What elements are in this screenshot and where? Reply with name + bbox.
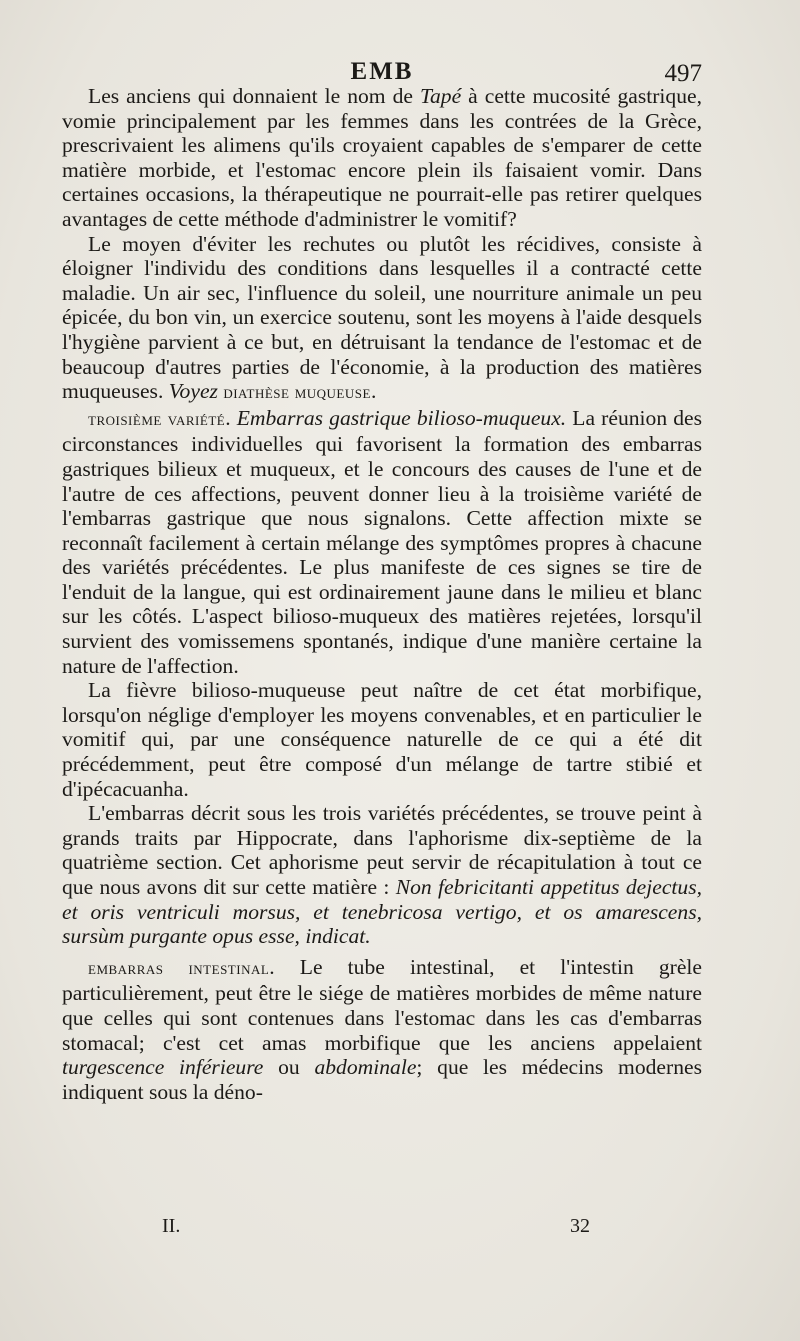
term-italic: turgescence inférieure: [62, 1055, 264, 1080]
text-run: La réunion des circonstances individuelles qui favorisent la formation des embarras gastriques bilieux et muqueux, et le concours des causes de l'une et de l'autre de ces affections, peuvent donner lieu à la troisième variété de l'embarras gastrique que nous signalons. Cette affection mixte se reconnaît facilement à certain mélange des symptômes propres à chacune des variétés précédentes. Le plus manifeste de ces signes se tire de l'enduit de la langue, qui est ordinairement jaune dans le milieu et blanc sur les côtés. L'aspect bilioso-muqueux des matières rejetées, lorsqu'il survient des vomissemens spontanés, indique d'une manière certaine la nature de l'affection.: [62, 405, 703, 678]
section-title-italic: Embarras gastrique bilioso-muqueux.: [236, 405, 567, 430]
text-run: L'embarras décrit sous les trois variétés précédentes, se trouve peint à grands traits par Hippocrate, dans l'aphorisme dix-septième de la quatrième section. Cet aphorisme peut servir de récapitulation à tout ce que nous avons dit sur cette matière :: [62, 801, 702, 899]
text-run: ; que les médecins modernes indiquent sous la déno-: [62, 1055, 702, 1104]
text-run: .: [225, 405, 237, 430]
text-run: à cette mucosité gastrique, vomie principalement par les femmes dans les contrées de la Grèce, prescrivaient les alimens qu'ils croyaient capables de s'emparer de cette matière morbide, et l'estomac encore plein ils faisaient vomir. Dans certaines occasions, la thérapeutique ne pourrait-elle pas retirer quelques avantages de cette méthode d'administrer le vomitif?: [62, 84, 702, 231]
latin-quotation: Non febricitanti appetitus dejectus, et oris ventriculi morsus, et tenebricosa vertigo, et os amarescens, sursùm purgante opus esse, indicat.: [62, 875, 702, 949]
text-run: ou: [263, 1055, 315, 1080]
page-footer: [62, 1215, 702, 1245]
section-heading: troisième variété: [88, 408, 226, 430]
paragraph-fievre: La fièvre bilioso-muqueuse peut naître de cet état morbifique, lorsqu'on néglige d'employer les moyens convenables, et en particulier le vomitif qui, par une conséquence naturelle de ce qui a été dit précédemment, peut être composé d'un mélange de tartre stibié et d'ipécacuanha.: [62, 678, 702, 801]
sheet-number: 32: [570, 1215, 590, 1237]
signature-mark: II.: [162, 1215, 181, 1237]
page-number: 497: [664, 60, 702, 87]
term-italic: abdominale: [314, 1055, 417, 1080]
paragraph-troisieme-variete: [62, 406, 702, 679]
text-block: [62, 84, 702, 1104]
text-run: Les anciens qui donnaient le nom de: [88, 84, 420, 108]
cross-reference-voyez: Voyez: [168, 379, 218, 404]
paragraph-rechutes: [62, 232, 702, 406]
term-italic: Tapé: [419, 84, 462, 108]
text-run: .: [370, 379, 377, 404]
text-run: . Le tube intestinal, et l'intestin grèle particulièrement, peut être le siége de matières morbides de même nature que celles qui sont contenues dans l'estomac dans les cas d'embarras stomacal; c'est cet amas morbifique que les anciens appelaient: [62, 954, 703, 1055]
paragraph-embarras-intestinal: [62, 955, 702, 1105]
cross-reference-term: diathèse muqueuse: [223, 382, 371, 404]
text-run: Le moyen d'éviter les rechutes ou plutôt les récidives, consiste à éloigner l'individu des conditions dans lesquelles il a contracté cette maladie. Un air sec, l'influence du soleil, une nourriture animale un peu épicée, du bon vin, un exercice soutenu, sont les moyens à l'aide desquels l'hygiène parvient à ce but, en détruisant la tendance de l'estomac et de beaucoup d'autres parties de l'économie, à la production des matières muqueuses.: [62, 231, 702, 404]
paragraph-hippocrate: [62, 801, 702, 949]
paragraph-tape: [62, 84, 702, 232]
running-head: EMB: [350, 58, 414, 85]
section-heading: embarras intestinal: [88, 957, 270, 979]
